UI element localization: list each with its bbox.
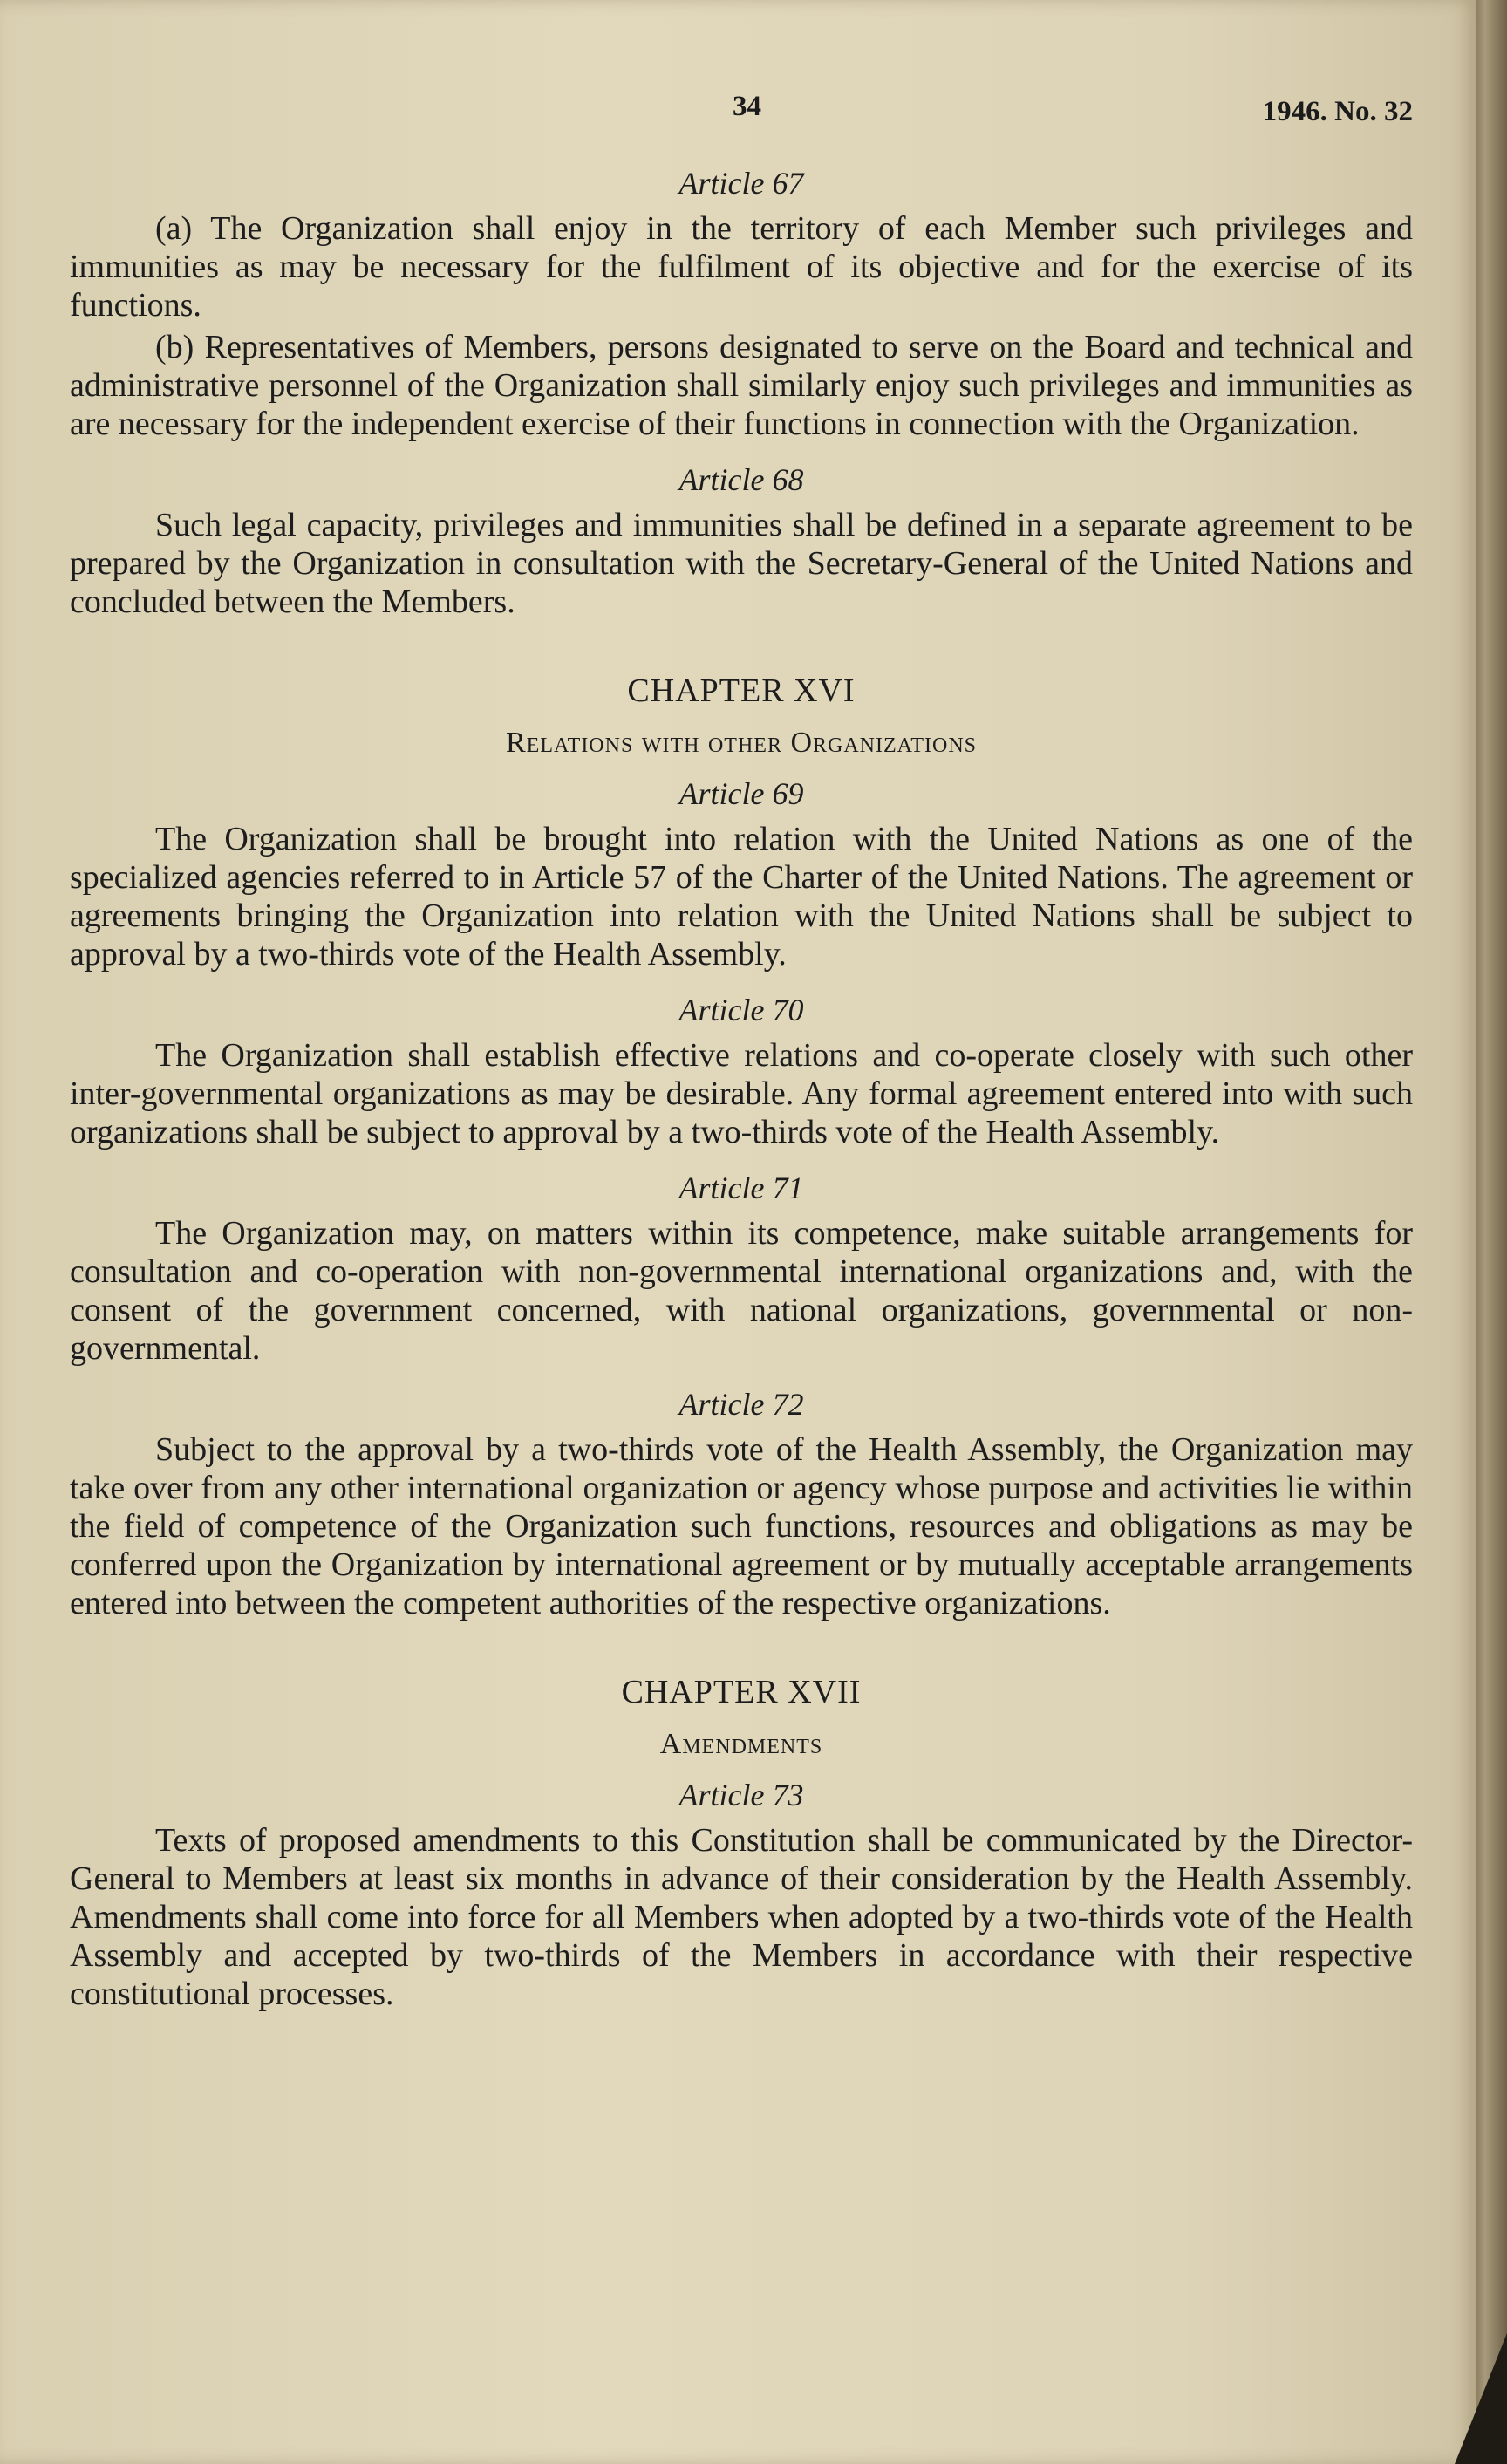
article-69-title: Article 69 <box>678 776 804 811</box>
article-72-title: Article 72 <box>678 1387 804 1422</box>
article-67-paragraph-a: (a) The Organization shall enjoy in the territory of each Member such privileges and immunities as may be necessary for the fulfilment of its objective and for the exercise of its functions. <box>70 210 1413 324</box>
article-71-text: The Organization may, on matters within its competence, make suitable arrangements for consultation and co-operation with non-governmental international organizations and, with the consent of the government concerned, with national organizations, governmental or non-governmental. <box>70 1215 1413 1367</box>
article-72-text: Subject to the approval by a two-thirds vote of the Health Assembly, the Organization may take over from any other international organization or agency whose purpose and activities lie within the field of competence of the Organization such functions, resources and obligations as may be conferred upon the Organization by international agreement or by mutually acceptable arrangements entered into between the competent authorities of the respective organizations. <box>70 1431 1413 1621</box>
article-70-title: Article 70 <box>678 993 804 1027</box>
chapter-xvi-title: CHAPTER XVI <box>627 672 856 709</box>
page-corner-shadow <box>1455 2333 1507 2464</box>
page-content <box>70 164 1413 2017</box>
chapter-xvii-title: CHAPTER XVII <box>621 1674 862 1710</box>
chapter-xvi-subtitle: Relations with other Organizations <box>505 727 977 759</box>
book-binding-edge <box>1476 0 1507 2464</box>
article-67-paragraph-b: (b) Representatives of Members, persons designated to serve on the Board and technical and administrative personnel of the Organization shall similarly enjoy such privileges and immunities as are necessary for the independent exercise of their functions in connection with the Organization. <box>70 329 1413 442</box>
article-73-title: Article 73 <box>678 1778 804 1812</box>
article-73-text: Texts of proposed amendments to this Constitution shall be communicated by the Director-General to Members at least six months in advance of their consideration by the Health Assembly. Amendments shall come into force for all Members when adopted by a two-thirds vote of the Health Assembly and accepted by two-thirds of the Members in accordance with their respective constitutional processes. <box>70 1822 1413 2012</box>
article-69-text: The Organization shall be brought into relation with the United Nations as one of the specialized agencies referred to in Article 57 of the Charter of the United Nations. The agreement or agreements bringing the Organization into relation with the United Nations shall be subject to approval by a two-thirds vote of the Health Assembly. <box>70 821 1413 973</box>
article-67-title: Article 67 <box>678 166 804 201</box>
article-70-text: The Organization shall establish effective relations and co-operate closely with such other inter-governmental organizations as may be desirable. Any formal agreement entered into with such organizations shall be subject to approval by a two-thirds vote of the Health Assembly. <box>70 1037 1413 1150</box>
chapter-xvii-subtitle: Amendments <box>659 1728 823 1760</box>
page-header <box>70 91 1413 143</box>
page-number: 34 <box>733 91 761 122</box>
year-number-label: 1946. No. 32 <box>1262 96 1413 127</box>
article-71-title: Article 71 <box>678 1171 804 1205</box>
article-68-text: Such legal capacity, privileges and immunities shall be defined in a separate agreement to be prepared by the Organization in consultation with the Secretary-General of the United Nations and concluded between the Members. <box>70 507 1413 620</box>
article-68-title: Article 68 <box>678 462 804 497</box>
